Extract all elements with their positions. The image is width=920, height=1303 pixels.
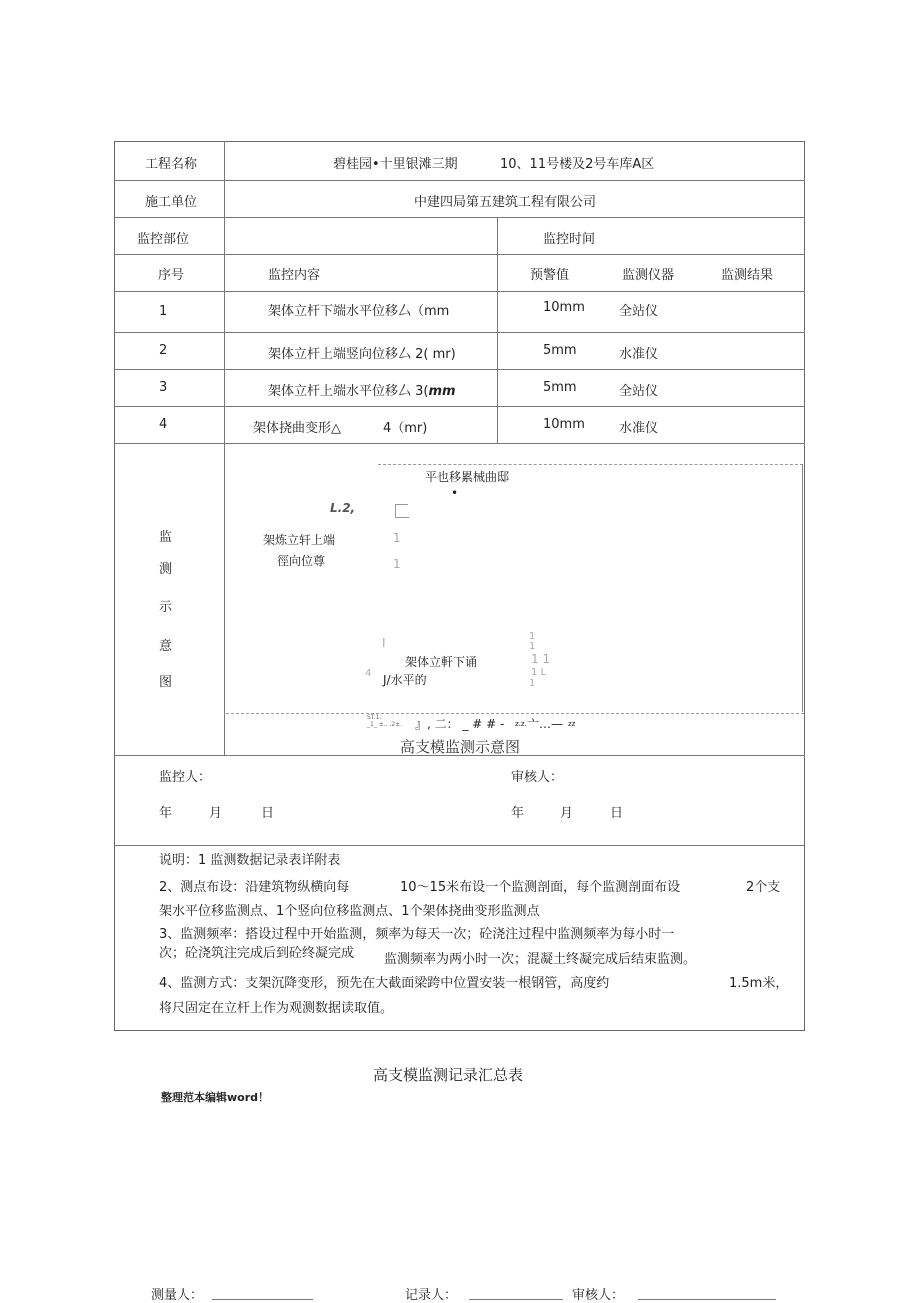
item-instrument: 水准仪 (619, 421, 659, 436)
item-content-a: 架体立杆上端水平位移厶 3( (268, 384, 429, 399)
item-warning: 10mm (543, 417, 585, 432)
recorder-underline (469, 1299, 563, 1300)
diagram-corner-marker (395, 504, 408, 517)
diagram-upper-label-2: 徑向位尊 (277, 554, 326, 568)
note-line: 3、监测频率：搭设过程中开始监测，频率为每天一次；砼浇注过程中监测频率为每小时一 (159, 927, 675, 942)
item-content: 架体立杆上端竖向位移厶 2( mr) (268, 347, 456, 362)
diagram-tick: 1 (393, 557, 401, 571)
diagram-small-mark: 4 (365, 668, 372, 679)
note-line: 1.5m米， (729, 976, 789, 991)
header-content: 监控内容 (268, 268, 321, 283)
diagram-side-label-char: 示 (159, 600, 173, 615)
monitoring-table (114, 141, 805, 1031)
header-seq: 序号 (158, 268, 185, 283)
item-seq: 3 (159, 380, 168, 395)
row-divider (114, 217, 805, 218)
item-content-b: mm (428, 384, 456, 399)
diagram-tick: 1 (529, 678, 536, 689)
note-line: 将尺固定在立杆上作为观测数据读取值。 (159, 1001, 394, 1016)
col-divider (224, 141, 225, 755)
diagram-tiny-text: _1_ ±.. .2±. (367, 721, 403, 728)
note-line: 监测频率为两小时一次；混凝土终凝完成后结束监测。 (384, 952, 697, 967)
row-divider (114, 443, 805, 444)
row-divider (114, 845, 805, 846)
header-warning: 预警值 (530, 268, 570, 283)
row-divider (114, 369, 805, 370)
date-year: 年 (159, 806, 173, 821)
diagram-garbled-text: z.z. (515, 720, 527, 728)
diagram-corner-marker-base (395, 517, 409, 518)
recorder-label: 记录人： (405, 1288, 458, 1303)
note-line: 10～15米布设一个监测剖面，每个监测剖面布设 (400, 880, 681, 895)
date-year: 年 (511, 806, 525, 821)
date-month: 月 (209, 806, 223, 821)
row-divider (114, 332, 805, 333)
item-content-a: 架体挠曲变形△ (253, 421, 341, 436)
diagram-garbled-text: 亠…— (527, 717, 564, 731)
bottom-reviewer-underline (638, 1299, 776, 1300)
monitor-location-label: 监控部位 (137, 232, 190, 247)
bottom-reviewer-label: 审核人： (572, 1288, 625, 1303)
diagram-bottom-line (226, 713, 804, 714)
row-divider (114, 254, 805, 255)
diagram-upper-label-1: 架炼立轩上端 (263, 533, 336, 547)
note-line: 4、监测方式：支架沉降变形，预先在大截面梁跨中位置安装一根钢管，高度约 (159, 976, 610, 991)
footer-note: 整理范本编辑word！ (161, 1091, 270, 1104)
diagram-side-label-char: 意 (159, 639, 173, 654)
diagram-tick: 1 1 (531, 652, 551, 666)
construction-unit-label: 施工单位 (145, 195, 198, 210)
item-instrument: 全站仪 (619, 304, 659, 319)
note-line: 架水平位移监测点、1个竖向位移监测点、1个架体挠曲变形监测点 (159, 904, 540, 919)
item-seq: 4 (159, 417, 168, 432)
item-instrument: 全站仪 (619, 384, 659, 399)
note-line: 2个支 (746, 880, 781, 895)
diagram-top-text: 平也移累械曲邸 (425, 470, 510, 484)
construction-unit-value: 中建四局第五建筑工程有限公司 (414, 195, 597, 210)
diagram-tick: 1 (393, 531, 401, 545)
date-day: 日 (261, 806, 275, 821)
diagram-garbled-text: zz (568, 720, 576, 728)
item-warning: 5mm (543, 380, 577, 395)
row-divider (114, 406, 805, 407)
diagram-tick: 1 (529, 631, 536, 642)
col-divider (497, 217, 498, 443)
reviewer-label: 审核人： (511, 770, 564, 785)
diagram-caption: 高支模监测示意图 (400, 738, 521, 756)
item-warning: 10mm (543, 300, 585, 315)
item-seq: 1 (159, 304, 168, 319)
diagram-right-line (802, 464, 803, 712)
measurer-label: 测量人： (151, 1288, 204, 1303)
monitor-person-label: 监控人： (159, 770, 212, 785)
diagram-tick: I (382, 636, 386, 650)
note-line: 说明：1 监测数据记录表详附表 (159, 853, 341, 868)
item-content-b: 4（mr) (383, 421, 428, 436)
item-content (268, 380, 456, 399)
diagram-tiny-text: ST.1. (367, 714, 382, 721)
project-name-label: 工程名称 (145, 157, 198, 172)
row-divider (114, 291, 805, 292)
project-name-value-2: 10、11号楼及2号车库A区 (500, 157, 655, 172)
date-day: 日 (610, 806, 624, 821)
diagram-side-label-char: 图 (159, 675, 173, 690)
measurer-underline (212, 1299, 313, 1300)
diagram-tick: 1 (529, 641, 536, 652)
note-line: 次；砼浇筑注完成后到砼终凝完成 (159, 946, 355, 961)
diagram-side-label-char: 测 (159, 562, 173, 577)
diagram-lower-label-1: 架体立軒下诵 (405, 655, 478, 669)
summary-title: 高支模监测记录汇总表 (373, 1066, 524, 1084)
diagram-dot: • (451, 486, 459, 500)
item-content: 架体立杆下端水平位移厶（mm (268, 304, 450, 319)
diagram-lower-label-2: J/水平的 (383, 673, 427, 687)
item-instrument: 水准仪 (619, 347, 659, 362)
note-line: 2、测点布设：沿建筑物纵横向每 (159, 880, 350, 895)
monitor-time-label: 监控时间 (543, 232, 596, 247)
header-result: 监测结果 (721, 268, 774, 283)
date-month: 月 (560, 806, 574, 821)
row-divider (114, 180, 805, 181)
diagram-top-line (378, 464, 803, 465)
header-instrument: 监测仪器 (622, 268, 675, 283)
item-seq: 2 (159, 343, 168, 358)
diagram-garbled-text: 』, 二： _ # # - (415, 717, 505, 731)
diagram-l2-label: L.2, (330, 501, 356, 515)
diagram-side-label-char: 监 (159, 530, 173, 545)
item-warning: 5mm (543, 343, 577, 358)
diagram-tick: 1 L (531, 667, 547, 678)
project-name-value: 碧桂园•十里银滩三期 (333, 157, 458, 172)
